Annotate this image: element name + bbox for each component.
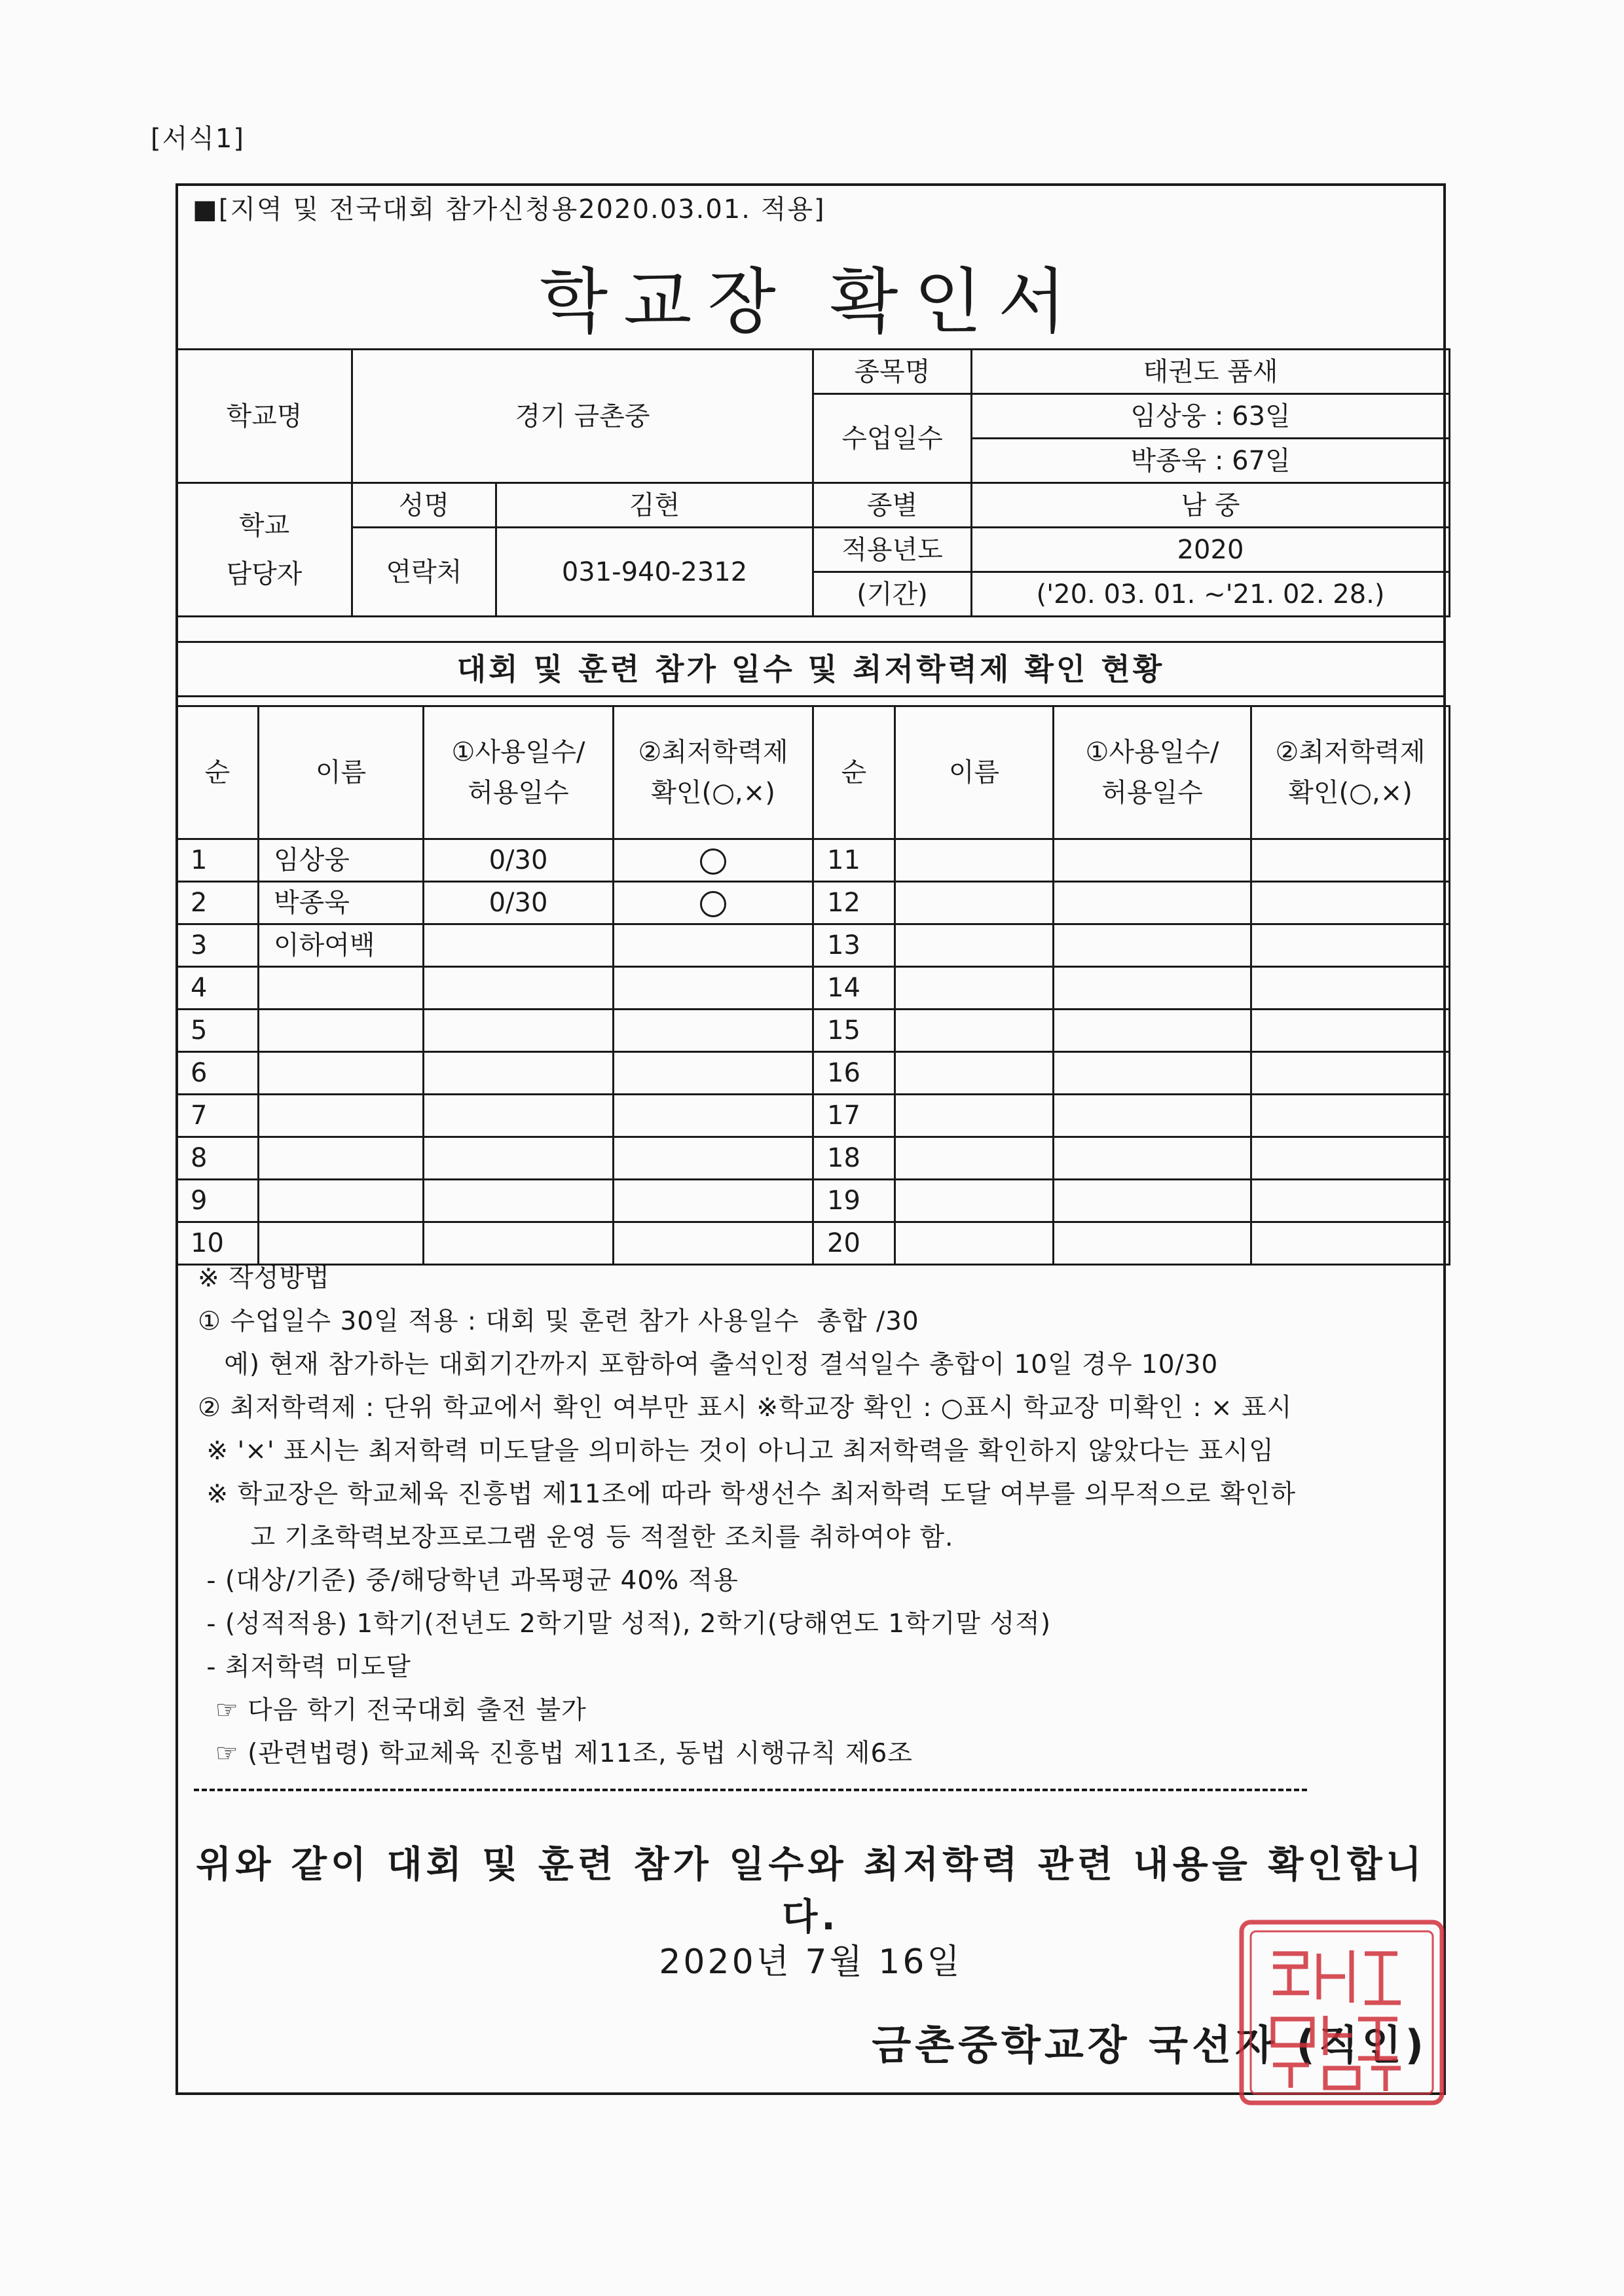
- instruction-line: ② 최저학력제 : 단위 학교에서 확인 여부만 표시 ※학교장 확인 : ○표시 학교장 미확인 : × 표시: [198, 1393, 1293, 1423]
- instruction-line: - 최저학력 미도달: [198, 1652, 411, 1682]
- row-check-right: [1251, 1010, 1450, 1052]
- row-check-left: [614, 1052, 813, 1095]
- row-days-right: [1054, 1052, 1251, 1095]
- table-row: [177, 839, 1450, 882]
- table-row: [177, 1095, 1450, 1137]
- school-value: 경기 금촌중: [352, 350, 813, 483]
- row-no-left: 10: [177, 1222, 259, 1265]
- row-name-right: [895, 1180, 1054, 1222]
- status-heading: 대회 및 훈련 참가 일수 및 최저학력제 확인 현황: [178, 641, 1443, 697]
- instruction-line: ① 수업일수 30일 적용 : 대회 및 훈련 참가 사용일수 총합 /30: [198, 1307, 919, 1336]
- table-row: [177, 924, 1450, 967]
- table-row: [177, 882, 1450, 924]
- col-days-right-line1: ①사용일수/: [1085, 737, 1219, 767]
- row-name-right: [895, 839, 1054, 882]
- instruction-line: ※ '×' 표시는 최저학력 미도달을 의미하는 것이 아니고 최저학력을 확인하지 않았다는 표시임: [198, 1436, 1274, 1466]
- row-no-right: 12: [813, 882, 895, 924]
- school-label: 학교명: [177, 350, 352, 483]
- col-days-right: [1054, 706, 1251, 839]
- seal-stroke: [1242, 1922, 1442, 2103]
- row-check-right: [1251, 839, 1450, 882]
- row-no-left: 2: [177, 882, 259, 924]
- contact-value: 031-940-2312: [496, 528, 813, 617]
- row-days-left: [424, 967, 614, 1010]
- row-no-right: 16: [813, 1052, 895, 1095]
- row-name-left: [259, 1180, 424, 1222]
- row-no-left: 8: [177, 1137, 259, 1180]
- row-days-right: [1054, 924, 1251, 967]
- row-name-left: 이하여백: [259, 924, 424, 967]
- check-circle-icon: [700, 891, 726, 917]
- document-title: 학교장 확인서: [539, 261, 1082, 343]
- class-days-1: 임상웅 : 63일: [972, 394, 1450, 439]
- row-check-left: [614, 839, 813, 882]
- row-days-right: [1054, 1010, 1251, 1052]
- instruction-line: ※ 작성방법: [198, 1264, 330, 1293]
- closing-statement: 위와 같이 대회 및 훈련 참가 일수와 최저학력 관련 내용을 확인합니다.: [196, 1844, 1426, 1939]
- class-days-label: 수업일수: [813, 394, 972, 483]
- divider: [194, 1789, 1307, 1791]
- row-name-left: [259, 1095, 424, 1137]
- row-name-right: [895, 882, 1054, 924]
- col-days-right-line2: 허용일수: [1101, 778, 1203, 808]
- manager-label-line2: 담당자: [226, 558, 303, 589]
- row-check-right: [1251, 924, 1450, 967]
- class-days-2: 박종욱 : 67일: [972, 439, 1450, 483]
- row-days-right: [1054, 1095, 1251, 1137]
- row-name-left: 임상웅: [259, 839, 424, 882]
- table-row: [177, 1010, 1450, 1052]
- row-name-left: [259, 1010, 424, 1052]
- school-info-table: [175, 348, 1450, 617]
- check-circle-icon: [700, 848, 726, 875]
- col-check-left: [614, 706, 813, 839]
- category-value: 남 중: [972, 483, 1450, 528]
- manager-label-line1: 학교: [238, 510, 290, 541]
- row-days-left: 0/30: [424, 882, 614, 924]
- instructions: [198, 1257, 1429, 1776]
- instruction-line: ☞ 다음 학기 전국대회 출전 불가: [198, 1696, 587, 1725]
- table-row: [177, 1180, 1450, 1222]
- official-seal-image: [1234, 1914, 1450, 2111]
- row-check-right: [1251, 1095, 1450, 1137]
- row-check-left: [614, 1180, 813, 1222]
- category-label: 종별: [813, 483, 972, 528]
- row-no-right: 20: [813, 1222, 895, 1265]
- name-label: 성명: [352, 483, 496, 528]
- row-no-left: 1: [177, 839, 259, 882]
- row-check-left: [614, 924, 813, 967]
- row-check-left: [614, 1095, 813, 1137]
- sport-value: 태권도 품새: [972, 350, 1450, 394]
- row-no-left: 9: [177, 1180, 259, 1222]
- row-name-right: [895, 1052, 1054, 1095]
- row-no-right: 14: [813, 967, 895, 1010]
- row-check-right: [1251, 882, 1450, 924]
- col-days-left-line1: ①사용일수/: [451, 737, 585, 767]
- row-no-right: 19: [813, 1180, 895, 1222]
- instruction-line: ☞ (관련법령) 학교체육 진흥법 제11조, 동법 시행규칙 제6조: [198, 1739, 913, 1768]
- table-row: [177, 967, 1450, 1010]
- instruction-line: - (성적적용) 1학기(전년도 2학기말 성적), 2학기(당해연도 1학기말 성적): [198, 1609, 1052, 1639]
- row-name-left: [259, 1137, 424, 1180]
- row-name-left: [259, 967, 424, 1010]
- issue-date: 2020년 7월 16일: [659, 1942, 963, 1982]
- row-no-left: 6: [177, 1052, 259, 1095]
- instruction-line: 예) 현재 참가하는 대회기간까지 포함하여 출석인정 결석일수 총합이 10일 경우 10/30: [198, 1350, 1219, 1379]
- instruction-line: - (대상/기준) 중/해당학년 과목평균 40% 적용: [198, 1566, 739, 1595]
- row-no-right: 15: [813, 1010, 895, 1052]
- col-check-right-line2: 확인(○,×): [1288, 778, 1412, 808]
- row-days-right: [1054, 882, 1251, 924]
- row-days-left: [424, 1052, 614, 1095]
- row-name-right: [895, 1010, 1054, 1052]
- year-value: 2020: [972, 528, 1450, 572]
- row-check-right: [1251, 1137, 1450, 1180]
- row-name-left: 박종욱: [259, 882, 424, 924]
- col-days-left: [424, 706, 614, 839]
- row-check-left: [614, 1137, 813, 1180]
- row-no-right: 11: [813, 839, 895, 882]
- row-check-right: [1251, 1052, 1450, 1095]
- row-check-right: [1251, 1180, 1450, 1222]
- row-days-left: [424, 924, 614, 967]
- row-no-left: 3: [177, 924, 259, 967]
- row-name-right: [895, 924, 1054, 967]
- row-days-left: [424, 1010, 614, 1052]
- name-value: 김현: [496, 483, 813, 528]
- row-days-right: [1054, 839, 1251, 882]
- confirmation-form: [175, 183, 1446, 2095]
- participation-table: [175, 705, 1450, 1266]
- col-no-right: 순: [813, 706, 895, 839]
- period-value: ('20. 03. 01. ~'21. 02. 28.): [972, 572, 1450, 617]
- row-check-right: [1251, 967, 1450, 1010]
- principal-signature: 금촌중학교장 국선자 (직인): [872, 2021, 1428, 2069]
- year-label-line2: (기간): [813, 572, 972, 617]
- row-check-left: [614, 1010, 813, 1052]
- row-name-right: [895, 967, 1054, 1010]
- sport-label: 종목명: [813, 350, 972, 394]
- row-no-right: 13: [813, 924, 895, 967]
- form-code: [서식1]: [151, 124, 245, 154]
- col-check-left-line1: ②최저학력제: [638, 737, 788, 767]
- col-days-left-line2: 허용일수: [468, 778, 569, 808]
- col-check-left-line2: 확인(○,×): [651, 778, 775, 808]
- manager-label: [177, 483, 352, 617]
- row-days-left: [424, 1137, 614, 1180]
- col-check-right: [1251, 706, 1450, 839]
- row-days-right: [1054, 1180, 1251, 1222]
- row-no-left: 5: [177, 1010, 259, 1052]
- row-no-left: 4: [177, 967, 259, 1010]
- instruction-line: 고 기초학력보장프로그램 운영 등 적절한 조치를 취하여야 함.: [198, 1523, 954, 1552]
- row-no-left: 7: [177, 1095, 259, 1137]
- scope-note: ■[지역 및 전국대회 참가신청용2020.03.01. 적용]: [193, 194, 826, 225]
- col-name-right: 이름: [895, 706, 1054, 839]
- row-days-left: [424, 1095, 614, 1137]
- year-label-line1: 적용년도: [813, 528, 972, 572]
- col-no-left: 순: [177, 706, 259, 839]
- col-check-right-line1: ②최저학력제: [1275, 737, 1426, 767]
- row-no-right: 17: [813, 1095, 895, 1137]
- row-no-right: 18: [813, 1137, 895, 1180]
- row-days-left: [424, 1180, 614, 1222]
- table-row: [177, 1137, 1450, 1180]
- instruction-line: ※ 학교장은 학교체육 진흥법 제11조에 따라 학생선수 최저학력 도달 여부를 의무적으로 확인하: [198, 1480, 1297, 1509]
- row-days-right: [1054, 1137, 1251, 1180]
- row-check-left: [614, 967, 813, 1010]
- row-days-right: [1054, 967, 1251, 1010]
- col-name-left: 이름: [259, 706, 424, 839]
- row-name-right: [895, 1137, 1054, 1180]
- table-row: [177, 1052, 1450, 1095]
- row-check-left: [614, 882, 813, 924]
- contact-label: 연락처: [352, 528, 496, 617]
- row-name-left: [259, 1052, 424, 1095]
- row-name-right: [895, 1095, 1054, 1137]
- row-days-left: 0/30: [424, 839, 614, 882]
